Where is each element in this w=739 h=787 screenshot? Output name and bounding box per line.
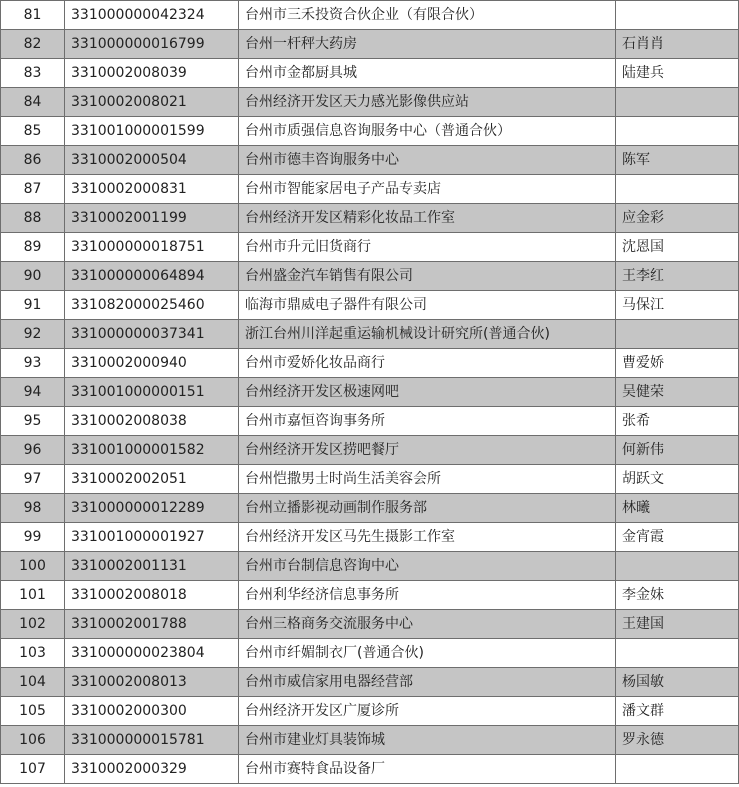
responsible-person: 何新伟 (616, 436, 739, 465)
table-row (1, 581, 739, 610)
business-name: 台州盛金汽车销售有限公司 (239, 262, 616, 291)
registration-code: 331000000016799 (65, 30, 239, 59)
responsible-person (616, 175, 739, 204)
business-name: 台州立播影视动画制作服务部 (239, 494, 616, 523)
table-row (1, 436, 739, 465)
responsible-person: 应金彩 (616, 204, 739, 233)
table-row (1, 291, 739, 320)
row-number: 81 (1, 1, 65, 30)
table-row (1, 233, 739, 262)
business-name: 台州一杆秤大药房 (239, 30, 616, 59)
business-name: 台州市嘉恒咨询事务所 (239, 407, 616, 436)
row-number: 101 (1, 581, 65, 610)
responsible-person (616, 755, 739, 784)
business-name: 台州市赛特食品设备厂 (239, 755, 616, 784)
business-name: 台州经济开发区广厦诊所 (239, 697, 616, 726)
business-name: 浙江台州川洋起重运输机械设计研究所(普通合伙) (239, 320, 616, 349)
table-row (1, 726, 739, 755)
business-name: 台州经济开发区极速网吧 (239, 378, 616, 407)
business-name: 台州恺撒男士时尚生活美容会所 (239, 465, 616, 494)
row-number: 107 (1, 755, 65, 784)
responsible-person: 金宵霞 (616, 523, 739, 552)
business-name: 台州市质强信息咨询服务中心（普通合伙） (239, 117, 616, 146)
responsible-person: 陈军 (616, 146, 739, 175)
row-number: 104 (1, 668, 65, 697)
registration-code: 3310002008038 (65, 407, 239, 436)
row-number: 89 (1, 233, 65, 262)
responsible-person: 潘文群 (616, 697, 739, 726)
table-row (1, 465, 739, 494)
registration-code: 331001000001599 (65, 117, 239, 146)
registration-code: 3310002001788 (65, 610, 239, 639)
registration-code: 331001000000151 (65, 378, 239, 407)
registration-code: 331000000012289 (65, 494, 239, 523)
row-number: 91 (1, 291, 65, 320)
row-number: 85 (1, 117, 65, 146)
responsible-person: 吴健荣 (616, 378, 739, 407)
responsible-person: 杨国敏 (616, 668, 739, 697)
responsible-person (616, 117, 739, 146)
table-row (1, 523, 739, 552)
business-name: 台州市德丰咨询服务中心 (239, 146, 616, 175)
registration-code: 3310002001199 (65, 204, 239, 233)
row-number: 86 (1, 146, 65, 175)
business-name: 台州市智能家居电子产品专卖店 (239, 175, 616, 204)
table-row (1, 407, 739, 436)
table-row (1, 668, 739, 697)
responsible-person: 王建国 (616, 610, 739, 639)
row-number: 82 (1, 30, 65, 59)
table-row (1, 30, 739, 59)
responsible-person: 李金妹 (616, 581, 739, 610)
table-row (1, 262, 739, 291)
table-row (1, 755, 739, 784)
registration-code: 331000000023804 (65, 639, 239, 668)
responsible-person: 沈恩国 (616, 233, 739, 262)
registration-code: 3310002002051 (65, 465, 239, 494)
business-name: 台州经济开发区马先生摄影工作室 (239, 523, 616, 552)
row-number: 99 (1, 523, 65, 552)
responsible-person: 王李红 (616, 262, 739, 291)
registration-code: 3310002008039 (65, 59, 239, 88)
responsible-person (616, 88, 739, 117)
business-name: 台州经济开发区天力感光影像供应站 (239, 88, 616, 117)
registration-code: 3310002000300 (65, 697, 239, 726)
table-row (1, 320, 739, 349)
row-number: 93 (1, 349, 65, 378)
registration-code: 331001000001927 (65, 523, 239, 552)
row-number: 87 (1, 175, 65, 204)
row-number: 100 (1, 552, 65, 581)
responsible-person (616, 639, 739, 668)
registration-code: 3310002008018 (65, 581, 239, 610)
business-name: 台州经济开发区精彩化妆品工作室 (239, 204, 616, 233)
registration-code: 3310002000831 (65, 175, 239, 204)
business-name: 台州市三禾投资合伙企业（有限合伙） (239, 1, 616, 30)
table-row (1, 697, 739, 726)
business-name: 临海市鼎威电子器件有限公司 (239, 291, 616, 320)
registration-code: 3310002000329 (65, 755, 239, 784)
row-number: 96 (1, 436, 65, 465)
registration-code: 331000000064894 (65, 262, 239, 291)
registration-code: 331000000037341 (65, 320, 239, 349)
table-row (1, 1, 739, 30)
business-name: 台州市建业灯具装饰城 (239, 726, 616, 755)
business-name: 台州市爱娇化妆品商行 (239, 349, 616, 378)
business-name: 台州经济开发区捞吧餐厅 (239, 436, 616, 465)
row-number: 95 (1, 407, 65, 436)
registration-code: 331001000001582 (65, 436, 239, 465)
responsible-person: 罗永德 (616, 726, 739, 755)
table-row (1, 494, 739, 523)
registration-code: 331000000015781 (65, 726, 239, 755)
business-name: 台州利华经济信息事务所 (239, 581, 616, 610)
responsible-person (616, 1, 739, 30)
table-row (1, 610, 739, 639)
business-name: 台州市升元旧货商行 (239, 233, 616, 262)
business-name: 台州市威信家用电器经营部 (239, 668, 616, 697)
row-number: 106 (1, 726, 65, 755)
responsible-person: 胡跃文 (616, 465, 739, 494)
responsible-person: 曹爱娇 (616, 349, 739, 378)
business-name: 台州三格商务交流服务中心 (239, 610, 616, 639)
responsible-person: 陆建兵 (616, 59, 739, 88)
row-number: 90 (1, 262, 65, 291)
registration-code: 3310002008013 (65, 668, 239, 697)
registration-code: 331082000025460 (65, 291, 239, 320)
table-row (1, 639, 739, 668)
business-name: 台州市纤媚制衣厂(普通合伙) (239, 639, 616, 668)
table-row (1, 204, 739, 233)
table-row (1, 146, 739, 175)
row-number: 84 (1, 88, 65, 117)
responsible-person: 马保江 (616, 291, 739, 320)
responsible-person: 石肖肖 (616, 30, 739, 59)
registration-code: 3310002000940 (65, 349, 239, 378)
table-row (1, 552, 739, 581)
responsible-person (616, 552, 739, 581)
table-row (1, 378, 739, 407)
table-row (1, 117, 739, 146)
responsible-person: 张希 (616, 407, 739, 436)
row-number: 97 (1, 465, 65, 494)
row-number: 98 (1, 494, 65, 523)
registration-code: 3310002008021 (65, 88, 239, 117)
registry-table-body (1, 1, 739, 784)
row-number: 94 (1, 378, 65, 407)
registration-code: 331000000018751 (65, 233, 239, 262)
row-number: 103 (1, 639, 65, 668)
row-number: 102 (1, 610, 65, 639)
registration-code: 3310002000504 (65, 146, 239, 175)
registration-code: 331000000042324 (65, 1, 239, 30)
responsible-person (616, 320, 739, 349)
registration-code: 3310002001131 (65, 552, 239, 581)
row-number: 83 (1, 59, 65, 88)
responsible-person: 林曦 (616, 494, 739, 523)
business-name: 台州市台制信息咨询中心 (239, 552, 616, 581)
business-name: 台州市金都厨具城 (239, 59, 616, 88)
table-row (1, 59, 739, 88)
row-number: 92 (1, 320, 65, 349)
table-row (1, 175, 739, 204)
row-number: 105 (1, 697, 65, 726)
row-number: 88 (1, 204, 65, 233)
table-row (1, 88, 739, 117)
table-row (1, 349, 739, 378)
